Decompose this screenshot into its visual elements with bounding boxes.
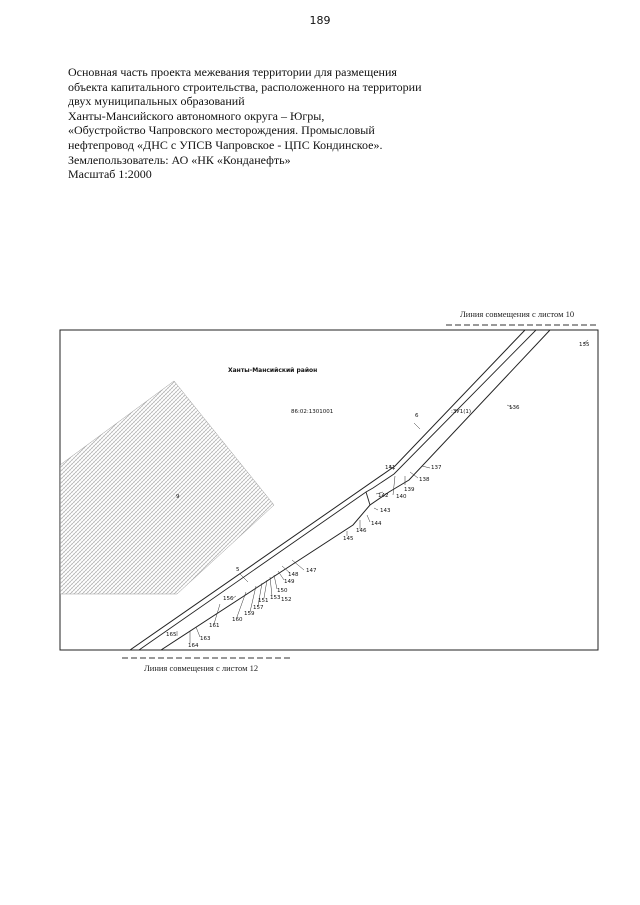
point-label: 137 [431,465,442,471]
point-label: 165 [166,632,177,638]
point-label: 144 [371,521,382,527]
header-line: «Обустройство Чапровского месторождения. Промысловый [68,123,375,138]
header-line: нефтепровод «ДНС с УПСВ Чапровское - ЦПС Кондинское». [68,137,383,152]
point-label: 5 [236,567,240,573]
point-label: 148 [288,572,299,578]
header-line: Ханты-Мансийского автономного округа – Югры, [68,108,325,123]
point-label: 156 [223,596,234,602]
point-label: 136 [509,405,520,411]
point-label: 163 [200,636,211,642]
joint-line-top-label: Линия совмещения с листом 10 [460,309,575,319]
point-label: 141 [385,465,396,471]
header-line: объекта капитального строительства, расположенного на территории [68,79,422,94]
header-line: Землепользователь: АО «НК «Конданефть» [68,152,291,167]
point-label: 145 [343,536,354,542]
point-label: 151 [258,598,269,604]
header-line: Основная часть проекта межевания территории для размещения [68,65,397,79]
point-label: 152 [281,597,292,603]
point-label: 164 [188,643,199,649]
point-label: 143 [380,508,391,514]
parcel-boundary-notch [366,492,370,505]
point-label: 142 [378,493,389,499]
point-label: 135 [579,342,590,348]
point-label: 147 [306,568,317,574]
parcel-label: :ЗУ1(1) [451,409,472,415]
point-label: 161 [209,623,220,629]
region-label: Ханты-Мансийский район [228,367,318,374]
hatched-parcel-label: 9 [176,494,180,500]
point-label: 139 [404,487,415,493]
joint-line-bottom-label: Линия совмещения с листом 12 [144,663,259,673]
page-number: 189 [309,14,331,27]
point-label: 140 [396,494,407,500]
point-label: 160 [232,617,243,623]
point-label: 157 [253,605,264,611]
hatched-parcel [60,381,274,594]
point-label: 150 [277,588,288,594]
point-label: 146 [356,528,367,534]
point-label: 6 [415,413,419,419]
cadastral-block-label: 86:02:1301001 [291,409,334,415]
point-label: 149 [284,579,295,585]
point-label: 159 [244,611,255,617]
scale-line: Масштаб 1:2000 [68,167,152,182]
point-label: 138 [419,477,430,483]
point-label: 153 [270,595,281,601]
header-line: двух муниципальных образований [68,94,245,109]
